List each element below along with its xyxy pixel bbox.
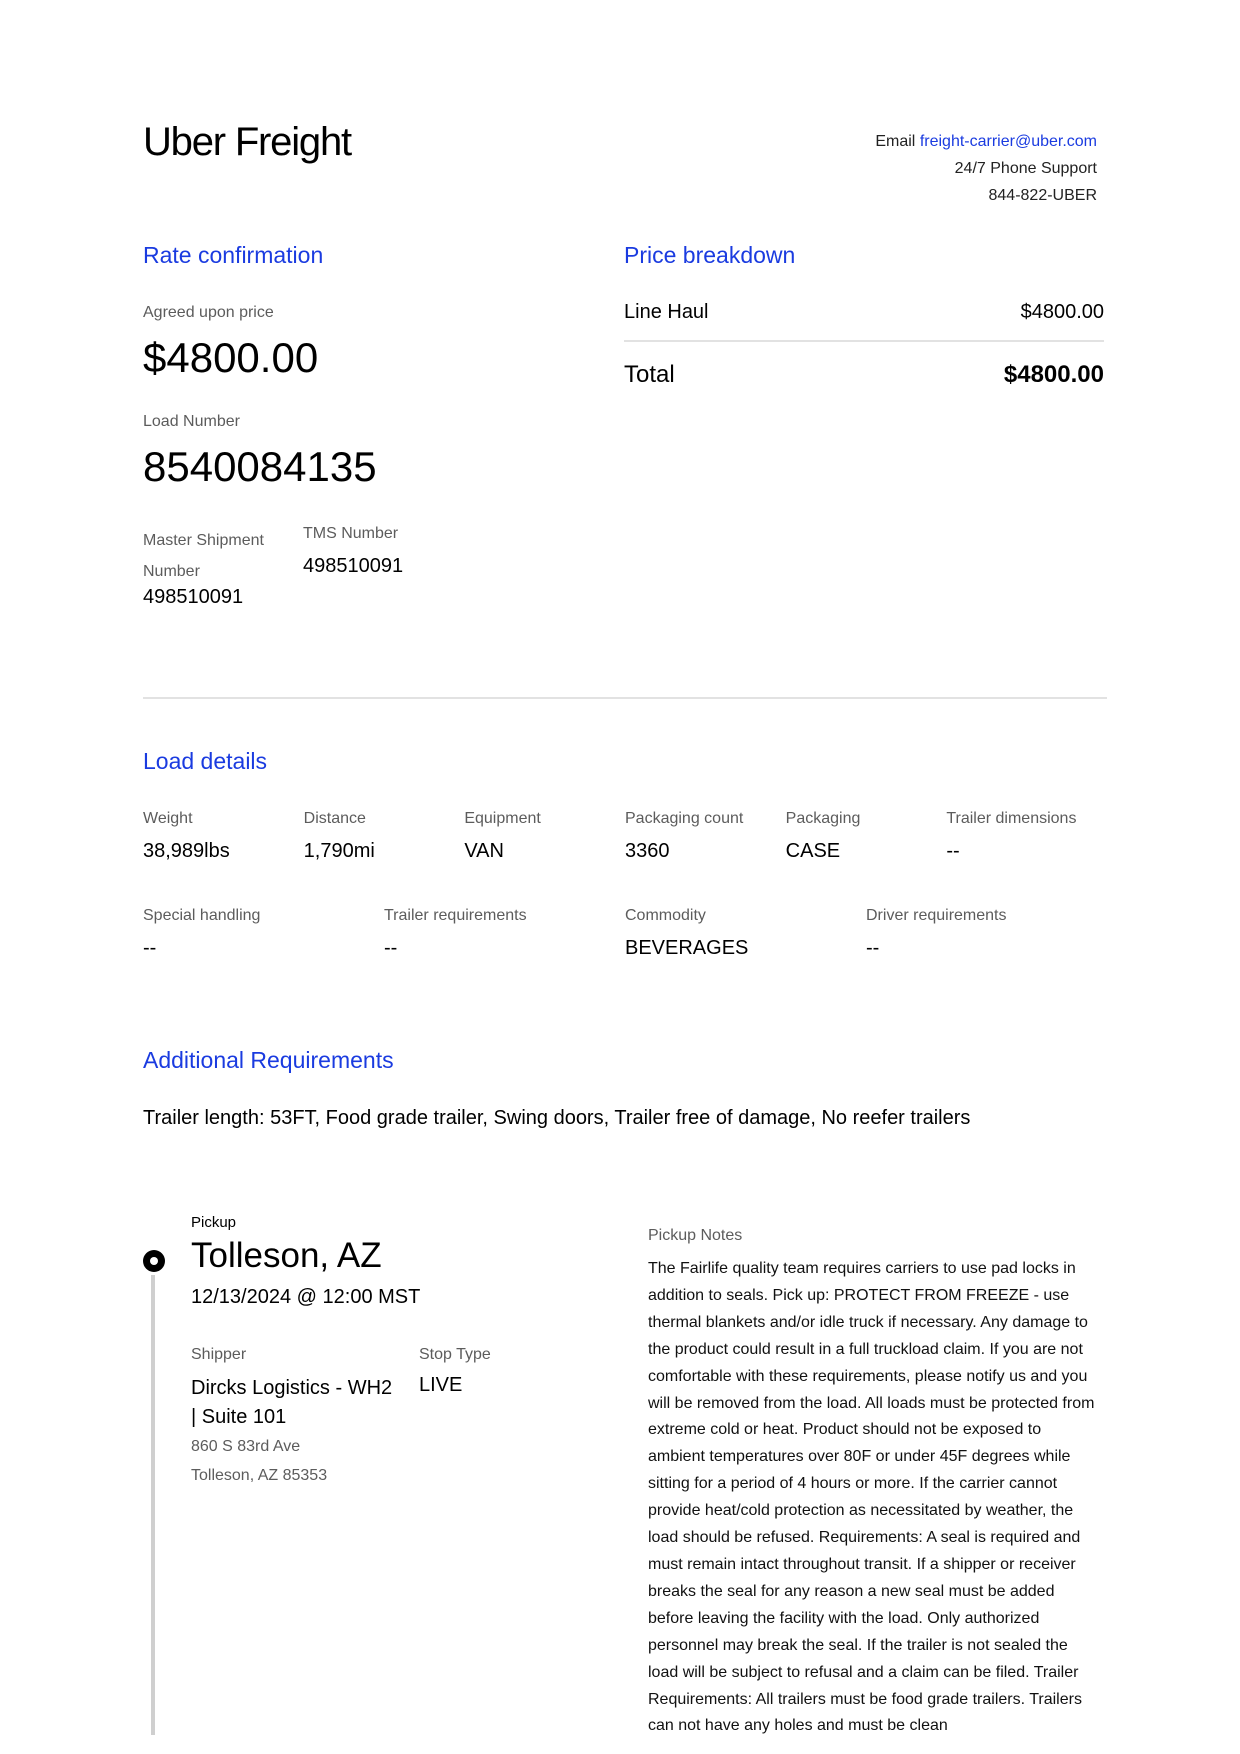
load-detail-special-handling: Special handling -- [143,907,261,959]
load-details-title: Load details [143,748,268,774]
agreed-price-value: $4800.00 [143,334,319,381]
load-detail-commodity: Commodity BEVERAGES [625,907,749,959]
email-link[interactable]: freight-carrier@uber.com [919,133,1097,150]
additional-requirements-title: Additional Requirements [143,1047,394,1073]
stop-type-value: LIVE [419,1374,463,1396]
rate-confirmation-title: Rate confirmation [143,242,324,268]
price-divider [624,340,1104,342]
phone-support-label: 24/7 Phone Support [954,160,1097,177]
load-number-label: Load Number [143,413,240,430]
pickup-city: Tolleson, AZ [191,1236,382,1275]
total-value: $4800.00 [1003,361,1104,388]
pickup-datetime: 12/13/2024 @ 12:00 MST [191,1286,421,1308]
tms-number-value: 498510091 [303,555,404,577]
email-label: Email [875,133,916,150]
brand-logo: Uber Freight [143,120,351,164]
master-shipment-value: 498510091 [143,586,244,608]
line-haul-row [624,301,1104,324]
tms-number-label: TMS Number [303,525,399,542]
load-detail-equipment: Equipment VAN [464,810,541,862]
additional-requirements-text: Trailer length: 53FT, Food grade trailer, Swing doors, Trailer free of damage, No reefer trailers [143,1107,971,1129]
load-detail-distance: Distance 1,790mi [303,810,375,862]
load-details-row-1 [143,810,1107,863]
pickup-stop-icon [143,1250,165,1272]
load-number-value: 8540084135 [143,443,377,490]
pickup-notes-text: The Fairlife quality team requires carriers to use pad locks in addition to seals. Pick up: PROTECT FROM FREEZE - use thermal blankets and/or idle truck if necessary. Any damage to the product could result in a full truckload claim. If you are not comfortable with these requirements, please notify us and you will be removed from the load. All loads must be protected from extreme cold or heat. Product should not be exposed to ambient temperatures over 80F or under 45F degrees while sitting for a period of 4 hours or more. If the carrier cannot provide heat/cold protection as necessitated by weather, the load should be refused. Requirements: A seal is required and must remain intact throughout transit. If a shipper or receiver breaks the seal for any reason a new seal must be added before leaving the facility with the load. Only authorized personnel may break the seal. If the trailer is not sealed the load will be subject to refusal and a claim can be filed. Trailer Requirements: All trailers must be food grade trailers. Trailers can not have any holes and must be clean [648,1260,1095,1735]
section-divider [143,697,1107,699]
price-breakdown-title: Price breakdown [624,242,796,268]
load-details-row-2 [143,907,1107,960]
total-label: Total [624,361,675,388]
stop-type-label: Stop Type [419,1346,491,1363]
total-row [624,361,1104,389]
load-detail-packaging: Packaging CASE [785,810,861,862]
load-detail-weight: Weight 38,989lbs [143,810,230,862]
line-haul-value: $4800.00 [1020,301,1104,323]
line-haul-label: Line Haul [624,301,709,323]
agreed-price-label: Agreed upon price [143,304,274,321]
contact-block [875,128,1097,209]
master-shipment-label: Master Shipment Number [143,532,264,580]
shipper-address: 860 S 83rd Ave Tolleson, AZ 85353 [191,1438,328,1484]
phone-number: 844-822-UBER [988,187,1097,204]
shipper-name: Dircks Logistics - WH2 | Suite 101 [191,1377,393,1428]
load-detail-trailer-requirements: Trailer requirements -- [384,907,527,959]
shipper-label: Shipper [191,1346,247,1363]
timeline-line [151,1275,155,1735]
pickup-kind-label: Pickup [191,1214,237,1231]
pickup-notes-label: Pickup Notes [648,1227,743,1244]
load-detail-packaging-count: Packaging count 3360 [625,810,744,862]
load-detail-trailer-dimensions: Trailer dimensions -- [946,810,1077,862]
load-detail-driver-requirements: Driver requirements -- [866,907,1007,959]
